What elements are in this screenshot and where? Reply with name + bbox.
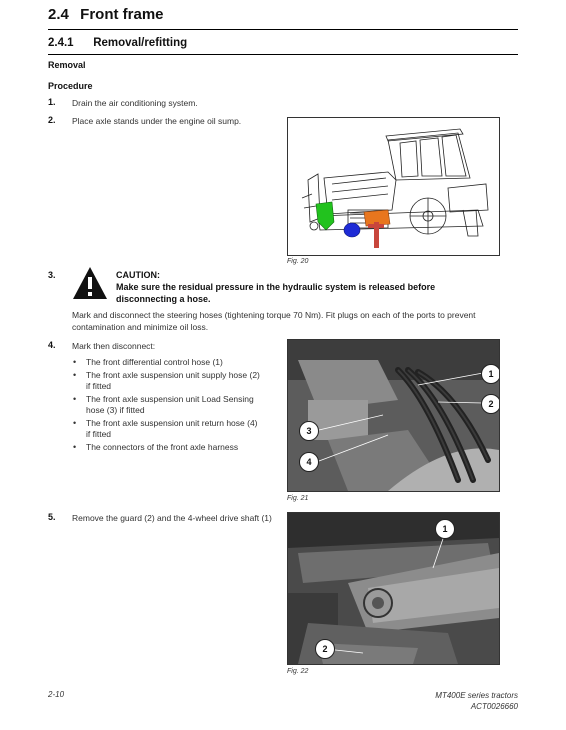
section-rule [48, 29, 518, 30]
subsection-rule [48, 54, 518, 55]
section-number: 2.4 [48, 6, 69, 23]
step-number: 3. [48, 270, 56, 280]
section-title: Front frame [80, 6, 164, 23]
removal-heading: Removal [48, 60, 86, 70]
procedure-heading: Procedure [48, 81, 93, 91]
caution-warning-icon [72, 266, 108, 300]
subsection-heading [48, 37, 187, 49]
callout-4: 4 [299, 452, 319, 472]
callout-1: 1 [481, 364, 500, 384]
list-item: • The front differential control hose (1) [72, 357, 262, 369]
callout-2: 2 [315, 639, 335, 659]
list-item: • The front axle suspension unit Load Sensing hose (3) if fitted [72, 394, 262, 417]
step-number: 2. [48, 115, 56, 125]
step-text: Drain the air conditioning system. [72, 98, 198, 108]
disconnect-list [72, 357, 262, 454]
figure-21-hose-photo [287, 339, 500, 492]
step-text: Mark and disconnect the steering hoses (tightening torque 70 Nm). Fit plugs on each of the ports to prevent contamination and minimize oil loss. [72, 310, 476, 332]
list-item: • The connectors of the front axle harness [72, 442, 262, 454]
caution-title: CAUTION: [116, 270, 160, 280]
tractor-line-drawing [288, 118, 499, 255]
step-text: Place axle stands under the engine oil sump. [72, 116, 242, 126]
step-number: 5. [48, 512, 56, 522]
figure-20-tractor-illustration [287, 117, 500, 256]
section-heading [48, 6, 164, 23]
figure-caption: Fig. 20 [287, 258, 309, 265]
step-number: 4. [48, 340, 56, 350]
step-number: 1. [48, 97, 56, 107]
list-item: • The front axle suspension unit supply hose (2) if fitted [72, 370, 262, 393]
document-code: ACT0026660 [470, 702, 518, 711]
green-highlight-part [316, 202, 334, 230]
callout-3: 3 [299, 421, 319, 441]
caution-body: Make sure the residual pressure in the hydraulic system is released before disconnecting a hose. [116, 282, 436, 304]
subsection-title: Removal/refitting [93, 37, 188, 49]
step-text: Mark then disconnect: [72, 341, 156, 351]
step-text: Remove the guard (2) and the 4-wheel drive shaft (1) [72, 513, 272, 523]
callout-2: 2 [481, 394, 500, 414]
footer-info [435, 690, 518, 712]
red-axle-stand-top [368, 224, 384, 228]
figure-caption: Fig. 22 [287, 668, 309, 675]
figure-22-driveshaft-photo [287, 512, 500, 665]
figure-caption: Fig. 21 [287, 495, 309, 502]
blue-highlight-part [344, 223, 360, 237]
list-item: • The front axle suspension unit return hose (4) if fitted [72, 418, 262, 441]
page-number: 2-10 [48, 690, 65, 699]
callout-1: 1 [435, 519, 455, 539]
series-name: MT400E series tractors [435, 691, 518, 700]
hose-photo-drawing [288, 340, 499, 491]
subsection-number: 2.4.1 [48, 37, 74, 49]
